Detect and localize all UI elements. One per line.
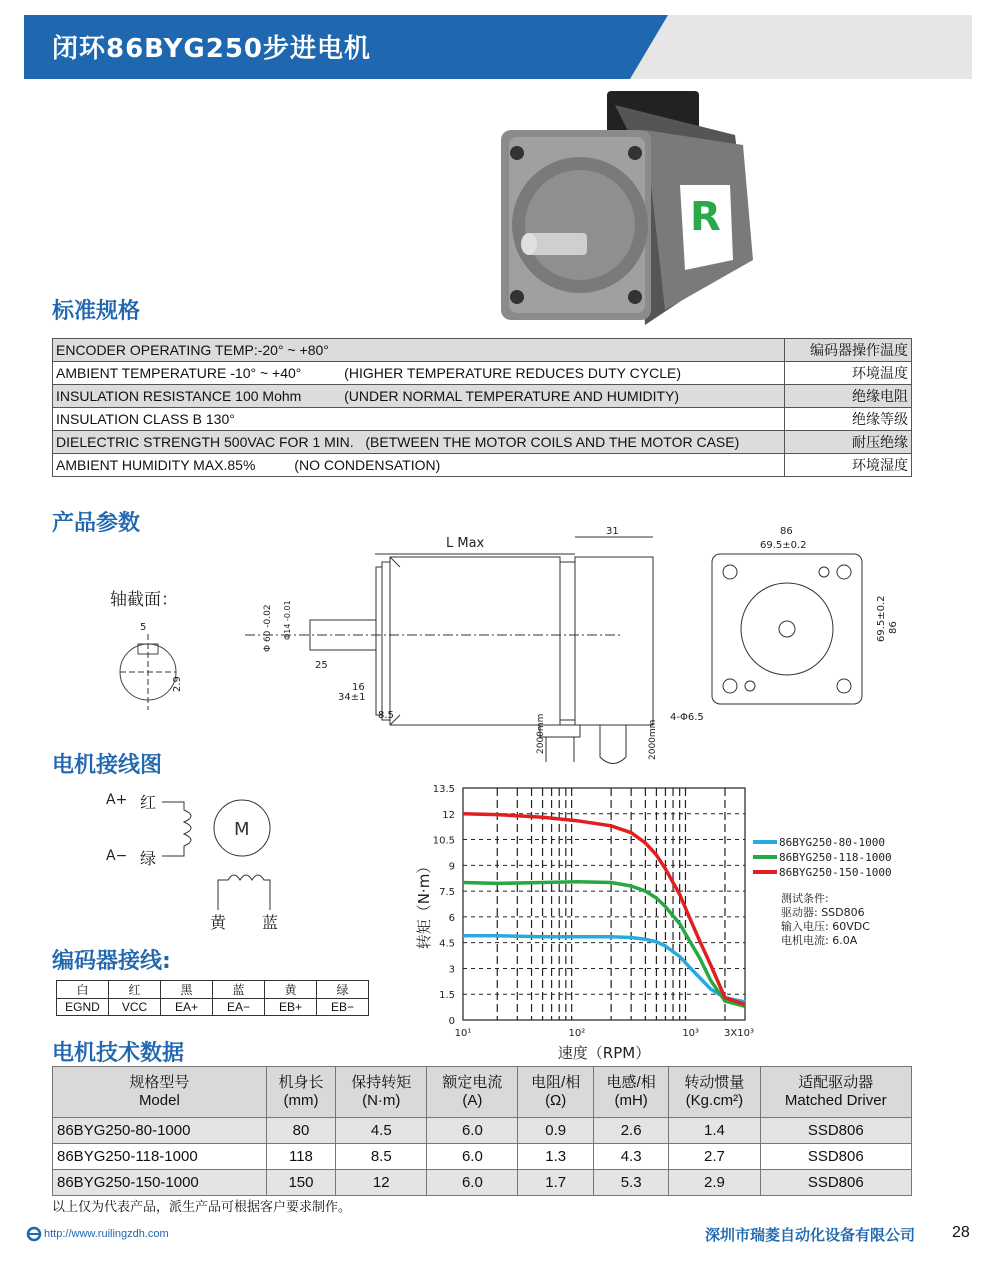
tech-header: 适配驱动器 Matched Driver (760, 1067, 912, 1118)
page-title: 闭环86BYG250步进电机 (52, 34, 372, 64)
svg-text:Φ14 -0.01: Φ14 -0.01 (283, 600, 292, 640)
encoder-table (56, 980, 369, 1016)
svg-text:蓝: 蓝 (262, 913, 279, 932)
spec-row (53, 362, 912, 385)
section-spec: 标准规格 (52, 299, 141, 324)
svg-text:2000mm: 2000mm (536, 713, 546, 754)
table-cell: 6.0 (427, 1118, 518, 1144)
legend-label: 86BYG250-150-1000 (779, 866, 892, 879)
tech-header: 电感/相 (mH) (593, 1067, 668, 1118)
table-cell: 2.9 (669, 1170, 760, 1196)
encoder-color: 绿 (317, 981, 369, 999)
test-condition: 电机电流: 6.0A (781, 934, 858, 947)
table-cell: 86BYG250-80-1000 (53, 1118, 267, 1144)
encoder-color: 黄 (265, 981, 317, 999)
encoder-pin: EA− (213, 999, 265, 1016)
torque-speed-chart (405, 780, 945, 1065)
spec-en: INSULATION RESISTANCE 100 Mohm (UNDER NORMAL TEMPERATURE AND HUMIDITY) (53, 385, 785, 408)
table-cell: SSD806 (760, 1118, 912, 1144)
y-axis-label: 转矩（N·m） (415, 858, 433, 950)
svg-text:69.5±0.2: 69.5±0.2 (760, 540, 807, 551)
encoder-color: 黑 (161, 981, 213, 999)
svg-text:86: 86 (780, 526, 793, 537)
tech-data-table (52, 1066, 912, 1196)
svg-text:A−: A− (106, 848, 128, 864)
table-row (53, 1144, 912, 1170)
table-cell: 4.5 (336, 1118, 427, 1144)
table-cell: 150 (266, 1170, 335, 1196)
svg-text:5: 5 (140, 622, 147, 633)
svg-text:R: R (690, 194, 721, 240)
svg-text:25: 25 (315, 660, 328, 671)
spec-en: INSULATION CLASS B 130° (53, 408, 785, 431)
tech-header: 转动惯量 (Kg.cm²) (669, 1067, 760, 1118)
table-cell: 1.4 (669, 1118, 760, 1144)
footer-company: 深圳市瑞菱自动化设备有限公司 (705, 1226, 916, 1244)
svg-text:16: 16 (352, 682, 365, 693)
y-tick-label: 4.5 (439, 938, 455, 950)
svg-text:69.5±0.2: 69.5±0.2 (876, 595, 887, 642)
spec-table (52, 338, 912, 477)
footnote: 以上仅为代表产品，派生产品可根据客户要求制作。 (52, 1200, 352, 1215)
table-cell: 86BYG250-118-1000 (53, 1144, 267, 1170)
svg-text:2.9: 2.9 (172, 676, 183, 692)
spec-en: AMBIENT HUMIDITY MAX.85% (NO CONDENSATION) (53, 454, 785, 477)
table-cell: 80 (266, 1118, 335, 1144)
encoder-color: 蓝 (213, 981, 265, 999)
shaft-section-label: 轴截面： (110, 590, 178, 610)
section-params: 产品参数 (52, 511, 141, 536)
table-cell: 0.9 (518, 1118, 593, 1144)
encoder-pin: EB− (317, 999, 369, 1016)
y-tick-label: 12 (442, 809, 455, 821)
y-tick-label: 13.5 (432, 784, 455, 795)
wiring-diagram (100, 790, 300, 940)
spec-row (53, 431, 912, 454)
test-condition: 输入电压: 60VDC (781, 920, 870, 933)
section-tech: 电机技术数据 (52, 1041, 185, 1066)
encoder-color: 红 (109, 981, 161, 999)
tech-header: 机身长 (mm) (266, 1067, 335, 1118)
table-cell: 86BYG250-150-1000 (53, 1170, 267, 1196)
table-cell: 2.7 (669, 1144, 760, 1170)
spec-cn: 绝缘等级 (785, 408, 912, 431)
encoder-pin: EGND (57, 999, 109, 1016)
svg-text:M: M (234, 819, 250, 840)
svg-text:A+: A+ (106, 792, 128, 808)
spec-en: AMBIENT TEMPERATURE -10° ~ +40° (HIGHER TEMPERATURE REDUCES DUTY CYCLE) (53, 362, 785, 385)
motor-photo (495, 85, 765, 335)
table-cell: SSD806 (760, 1170, 912, 1196)
table-cell: 1.3 (518, 1144, 593, 1170)
spec-en: ENCODER OPERATING TEMP:-20° ~ +80° (53, 339, 785, 362)
svg-text:2000mm: 2000mm (648, 719, 658, 760)
tech-header: 规格型号 Model (53, 1067, 267, 1118)
svg-text:86: 86 (888, 621, 899, 634)
svg-text:Φ 60 -0.02: Φ 60 -0.02 (263, 604, 273, 652)
spec-cn: 环境温度 (785, 362, 912, 385)
spec-row (53, 408, 912, 431)
y-tick-label: 6 (448, 912, 455, 924)
x-tick-label: 10² (568, 1028, 586, 1039)
legend-label: 86BYG250-118-1000 (779, 851, 892, 864)
svg-text:绿: 绿 (140, 849, 157, 868)
tech-header: 保持转矩 (N·m) (336, 1067, 427, 1118)
tech-header: 电阻/相 (Ω) (518, 1067, 593, 1118)
svg-text:8.5: 8.5 (378, 710, 394, 721)
footer-url[interactable]: http://www.ruilingzdh.com (44, 1228, 169, 1240)
x-tick-label: 3X10³ (724, 1028, 754, 1039)
y-tick-label: 3 (448, 964, 455, 976)
spec-row (53, 339, 912, 362)
spec-cn: 绝缘电阻 (785, 385, 912, 408)
table-cell: 4.3 (593, 1144, 668, 1170)
table-cell: 5.3 (593, 1170, 668, 1196)
table-cell: 6.0 (427, 1170, 518, 1196)
y-tick-label: 9 (448, 861, 455, 873)
table-cell: 8.5 (336, 1144, 427, 1170)
x-tick-label: 10³ (682, 1028, 700, 1039)
svg-text:红: 红 (140, 793, 157, 812)
x-tick-label: 10¹ (454, 1028, 472, 1039)
section-wiring: 电机接线图 (52, 753, 163, 778)
spec-en: DIELECTRIC STRENGTH 500VAC FOR 1 MIN. (BETWEEN THE MOTOR COILS AND THE MOTOR CASE) (53, 431, 785, 454)
tech-header: 额定电流 (A) (427, 1067, 518, 1118)
encoder-pin: EB+ (265, 999, 317, 1016)
table-cell: 2.6 (593, 1118, 668, 1144)
svg-text:34±1: 34±1 (338, 692, 366, 703)
encoder-pin: EA+ (161, 999, 213, 1016)
table-cell: 6.0 (427, 1144, 518, 1170)
ie-logo-icon (26, 1226, 42, 1242)
spec-row (53, 454, 912, 477)
svg-text:4-Φ6.5: 4-Φ6.5 (670, 712, 704, 723)
table-row (53, 1118, 912, 1144)
table-row (53, 1170, 912, 1196)
svg-text:黄: 黄 (210, 913, 227, 932)
x-axis-label: 速度（RPM） (557, 1044, 651, 1062)
encoder-color: 白 (57, 981, 109, 999)
spec-cn: 编码器操作温度 (785, 339, 912, 362)
spec-cn: 环境湿度 (785, 454, 912, 477)
y-tick-label: 1.5 (439, 990, 455, 1002)
dimension-drawing (100, 522, 900, 770)
svg-text:31: 31 (606, 526, 619, 537)
legend-label: 86BYG250-80-1000 (779, 836, 885, 849)
table-cell: 1.7 (518, 1170, 593, 1196)
plot-area (463, 788, 745, 1020)
encoder-pin: VCC (109, 999, 161, 1016)
table-cell: 12 (336, 1170, 427, 1196)
page-number: 28 (952, 1224, 970, 1241)
svg-text:L Max: L Max (446, 536, 485, 551)
y-tick-label: 7.5 (439, 887, 455, 899)
y-tick-label: 10.5 (432, 835, 455, 847)
test-condition: 驱动器: SSD806 (781, 906, 865, 919)
y-tick-label: 0 (448, 1016, 455, 1027)
table-cell: SSD806 (760, 1144, 912, 1170)
spec-row (53, 385, 912, 408)
test-condition: 测试条件: (781, 892, 829, 905)
spec-cn: 耐压绝缘 (785, 431, 912, 454)
section-encoder: 编码器接线: (52, 949, 171, 974)
table-cell: 118 (266, 1144, 335, 1170)
